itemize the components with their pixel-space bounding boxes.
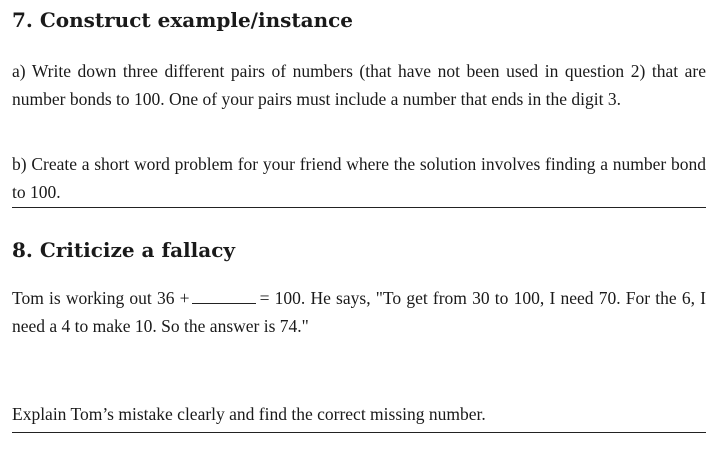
question-7-answer-line[interactable] [12,207,706,208]
question-8-answer-line[interactable] [12,432,706,433]
question-8-heading: 8. Criticize a fallacy [12,238,235,262]
question-7-part-a: a) Write down three different pairs of numbers (that have not been used in question 2) that are number bonds to 100. One of your pairs must include a number that ends in the digit 3. [12,61,706,109]
question-8-statement [12,284,706,340]
statement-end: = 100. He says, "To get from 30 to 100, I need 70. For the 6, I need a 4 to make 10. So the answer is 74." [12,288,707,336]
statement-start: Tom is working out 36 + [12,288,190,308]
question-7-part-b: b) Create a short word problem for your friend where the solution involves finding a number bond to 100. [12,154,706,202]
question-7-heading: 7. Construct example/instance [12,8,354,32]
question-8-task: Explain Tom’s mistake clearly and find the correct missing number. [12,404,486,424]
missing-number-blank [192,291,256,304]
